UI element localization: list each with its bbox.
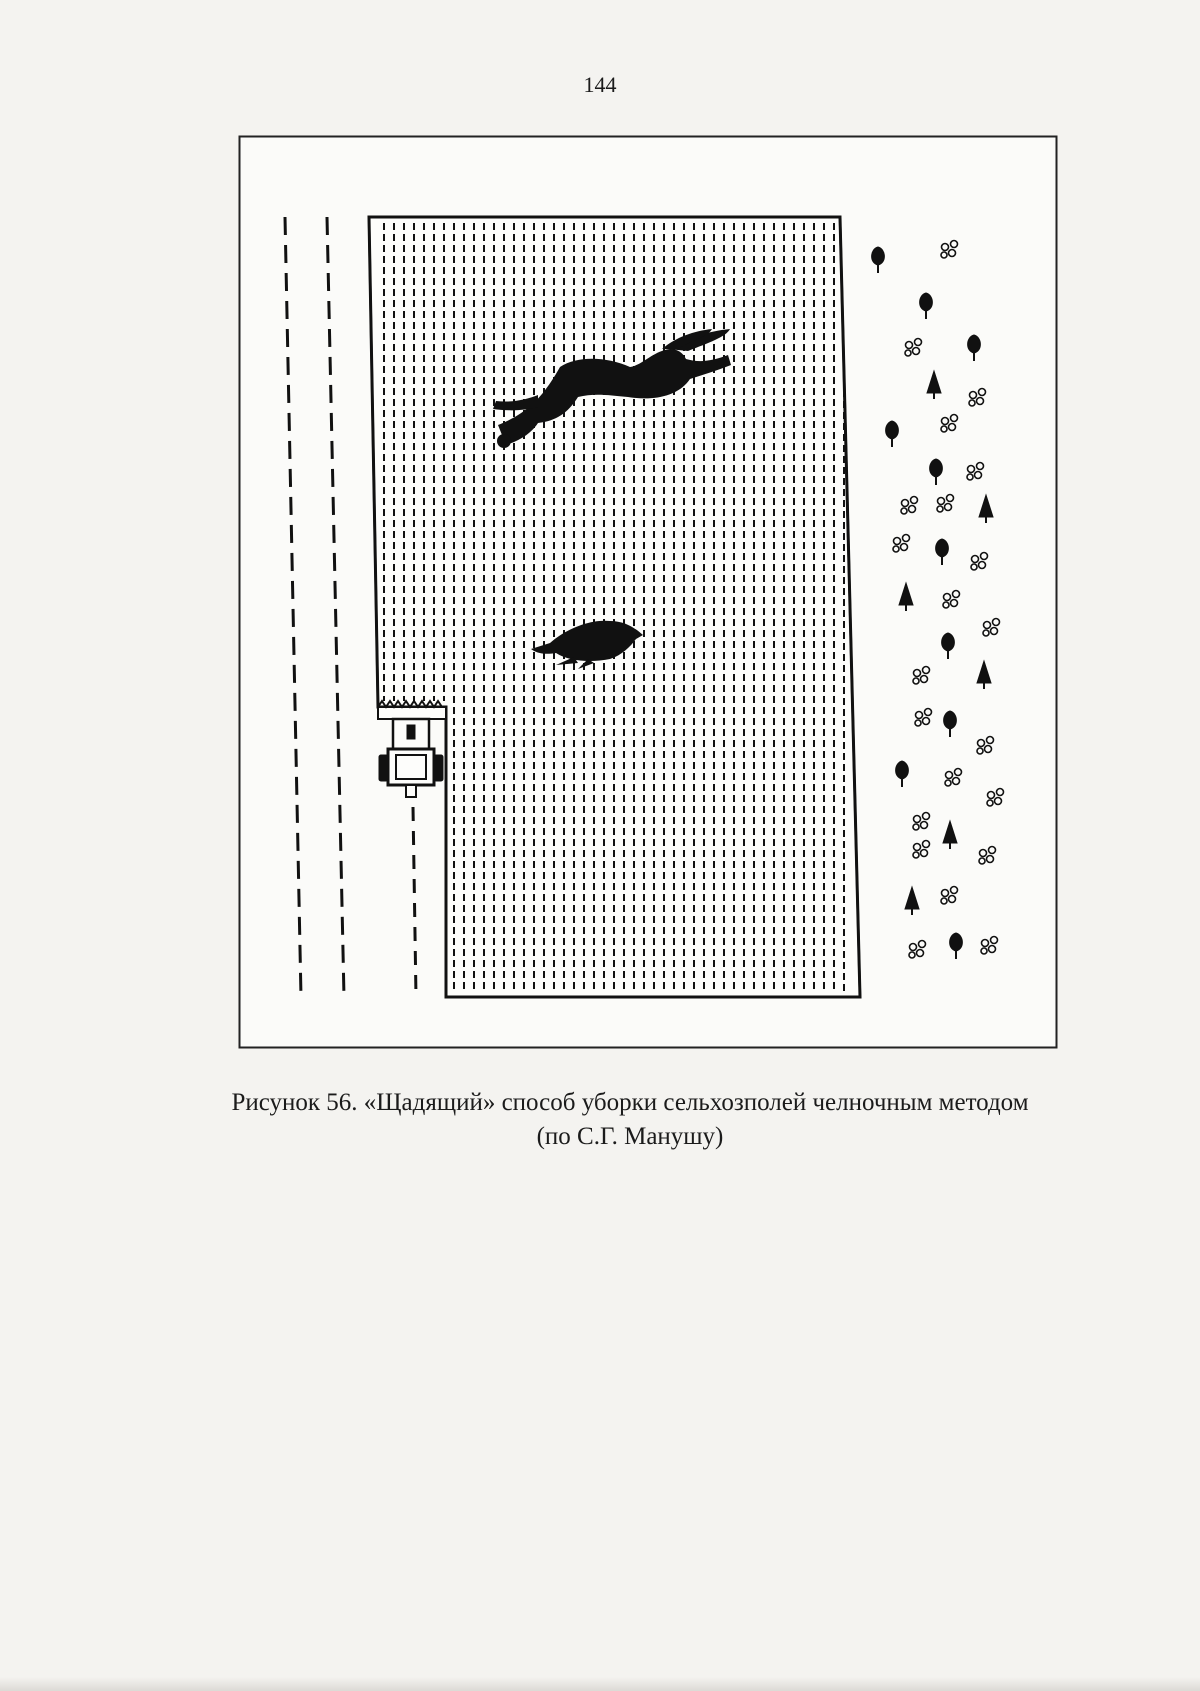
figure-caption (150, 1086, 1110, 1154)
figure-illustration (238, 135, 1058, 1049)
page-number: 144 (583, 72, 617, 97)
caption-line-2: (по С.Г. Манушу) (536, 1123, 724, 1150)
caption-line-1: Рисунок 56. «Щадящий» способ уборки сельхозполей челночным методом (231, 1089, 1029, 1116)
scan-edge-shadow (0, 1677, 1200, 1691)
figure-frame (238, 135, 1058, 1049)
